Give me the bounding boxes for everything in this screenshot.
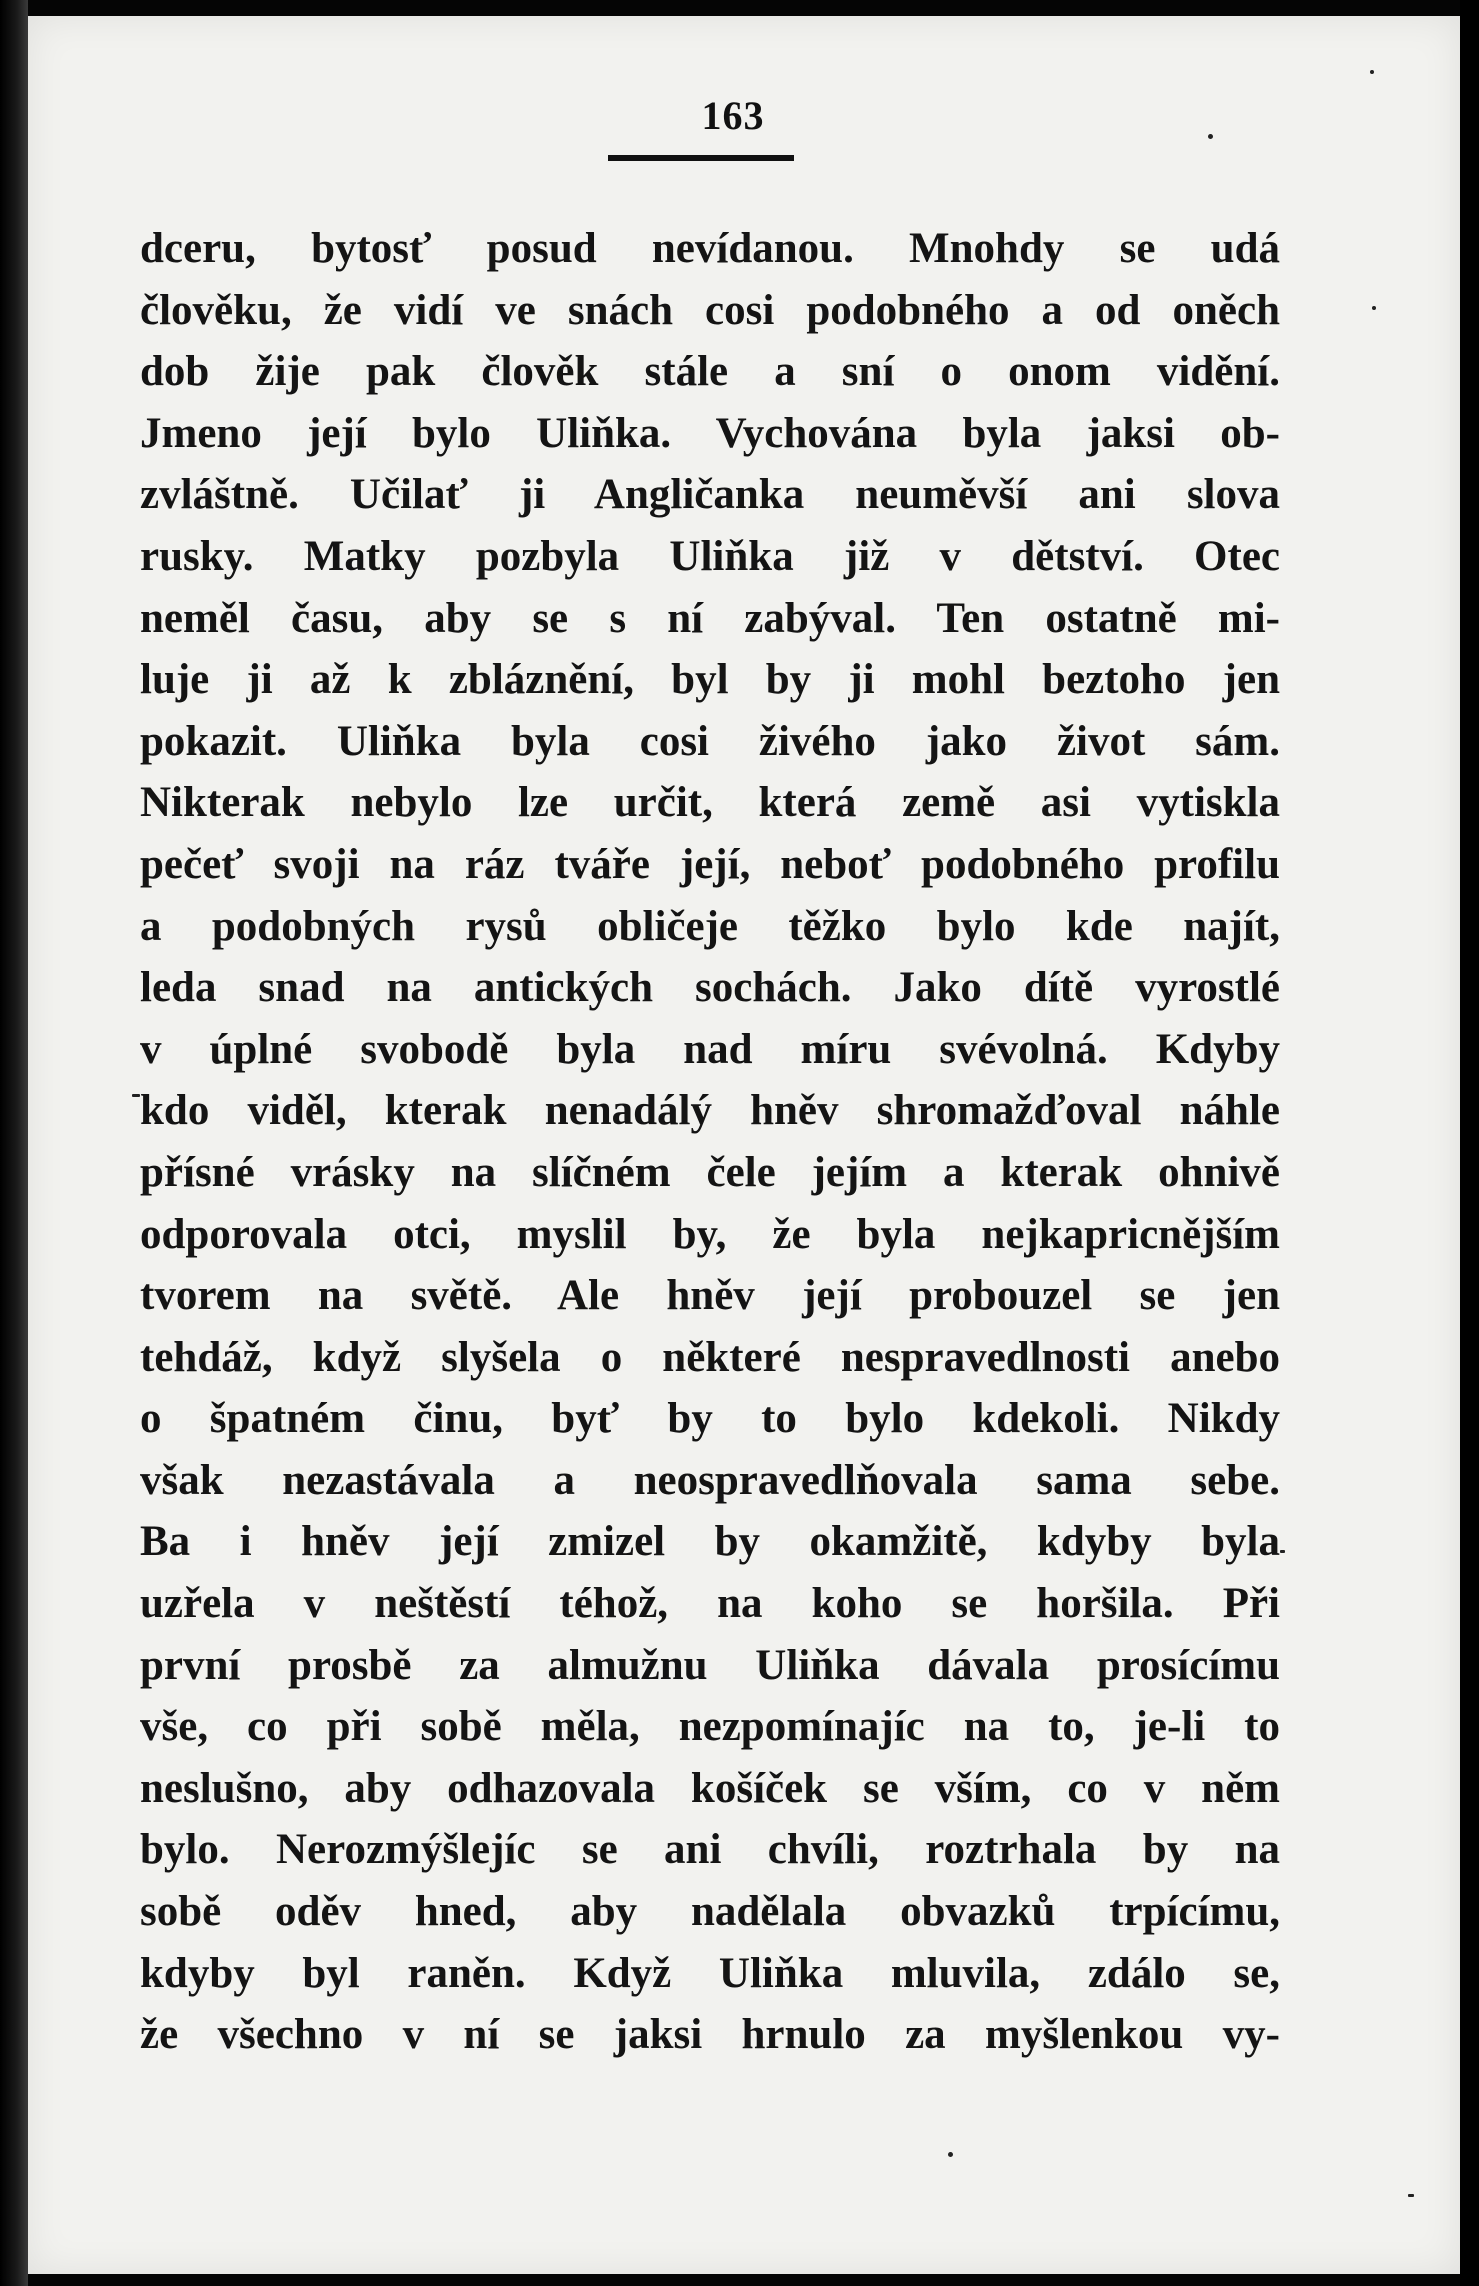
text-line: neslušno, aby odhazovala košíček se vším, co v něm (140, 1764, 1280, 1812)
paper-speck (1208, 134, 1213, 139)
page-number: 163 (701, 93, 765, 138)
paper-speck (1370, 70, 1374, 74)
paper-speck (1372, 306, 1376, 310)
text-line: kdo viděl, kterak nenadálý hněv shromažďoval náhle (140, 1087, 1280, 1135)
text-line: tehdáž, když slyšela o některé nespravedlnosti anebo (140, 1333, 1280, 1381)
text-line: však nezastávala a neospravedlňovala sama sebe. (140, 1456, 1280, 1504)
paper-speck (1280, 1550, 1285, 1553)
text-line: Ba i hněv její zmizel by okamžitě, kdyby byla (140, 1518, 1280, 1566)
paper-speck (132, 1094, 140, 1097)
text-line: luje ji až k zbláznění, byl by ji mohl beztoho jen (140, 656, 1280, 704)
text-line: odporovala otci, myslil by, že byla nejkapricnějším (140, 1210, 1280, 1258)
page-number-rule (608, 155, 794, 161)
text-line: a podobných rysů obličeje těžko bylo kde najít, (140, 902, 1280, 950)
text-line: první prosbě za almužnu Uliňka dávala prosícímu (140, 1641, 1280, 1689)
text-line: leda snad na antických sochách. Jako dítě vyrostlé (140, 964, 1280, 1012)
text-line: člověku, že vidí ve snách cosi podobného a od oněch (140, 286, 1280, 334)
text-line: sobě oděv hned, aby nadělala obvazků trpícímu, (140, 1888, 1280, 1936)
text-line: že všechno v ní se jaksi hrnulo za myšlenkou vy- (140, 2011, 1280, 2059)
text-line: rusky. Matky pozbyla Uliňka již v dětství. Otec (140, 532, 1280, 580)
text-line: neměl času, aby se s ní zabýval. Ten ostatně mi- (140, 594, 1280, 642)
text-line: dceru, bytosť posud nevídanou. Mnohdy se udá (140, 225, 1280, 272)
body-text (140, 218, 1280, 2066)
text-line: Nikterak nebylo lze určit, která země asi vytiskla (140, 779, 1280, 827)
text-line: zvláštně. Učilať ji Angličanka neuměvší ani slova (140, 471, 1280, 519)
text-line: kdyby byl raněn. Když Uliňka mluvila, zdálo se, (140, 1949, 1280, 1997)
paper-speck (948, 2152, 953, 2157)
text-line: pokazit. Uliňka byla cosi živého jako život sám. (140, 717, 1280, 765)
scan-left-edge (0, 0, 28, 2286)
text-line: pečeť svoji na ráz tváře její, neboť podobného profilu (140, 840, 1280, 888)
text-line: v úplné svobodě byla nad míru svévolná. Kdyby (140, 1025, 1280, 1073)
text-line: tvorem na světě. Ale hněv její probouzel se jen (140, 1272, 1280, 1320)
text-line: Jmeno její bylo Uliňka. Vychována byla jaksi ob- (140, 409, 1280, 457)
text-line: uzřela v neštěstí téhož, na koho se horšila. Při (140, 1580, 1280, 1628)
text-line: o špatném činu, byť by to bylo kdekoli. Nikdy (140, 1395, 1280, 1443)
paper-speck (1408, 2194, 1414, 2197)
text-line: vše, co při sobě měla, nezpomínajíc na to, je-li to (140, 1703, 1280, 1751)
text-line: dob žije pak člověk stále a sní o onom vidění. (140, 348, 1280, 396)
scan-right-edge (1460, 0, 1479, 2286)
text-line: bylo. Nerozmýšlejíc se ani chvíli, roztrhala by na (140, 1826, 1280, 1874)
text-line: přísné vrásky na slíčném čele jejím a kterak ohnivě (140, 1148, 1280, 1196)
